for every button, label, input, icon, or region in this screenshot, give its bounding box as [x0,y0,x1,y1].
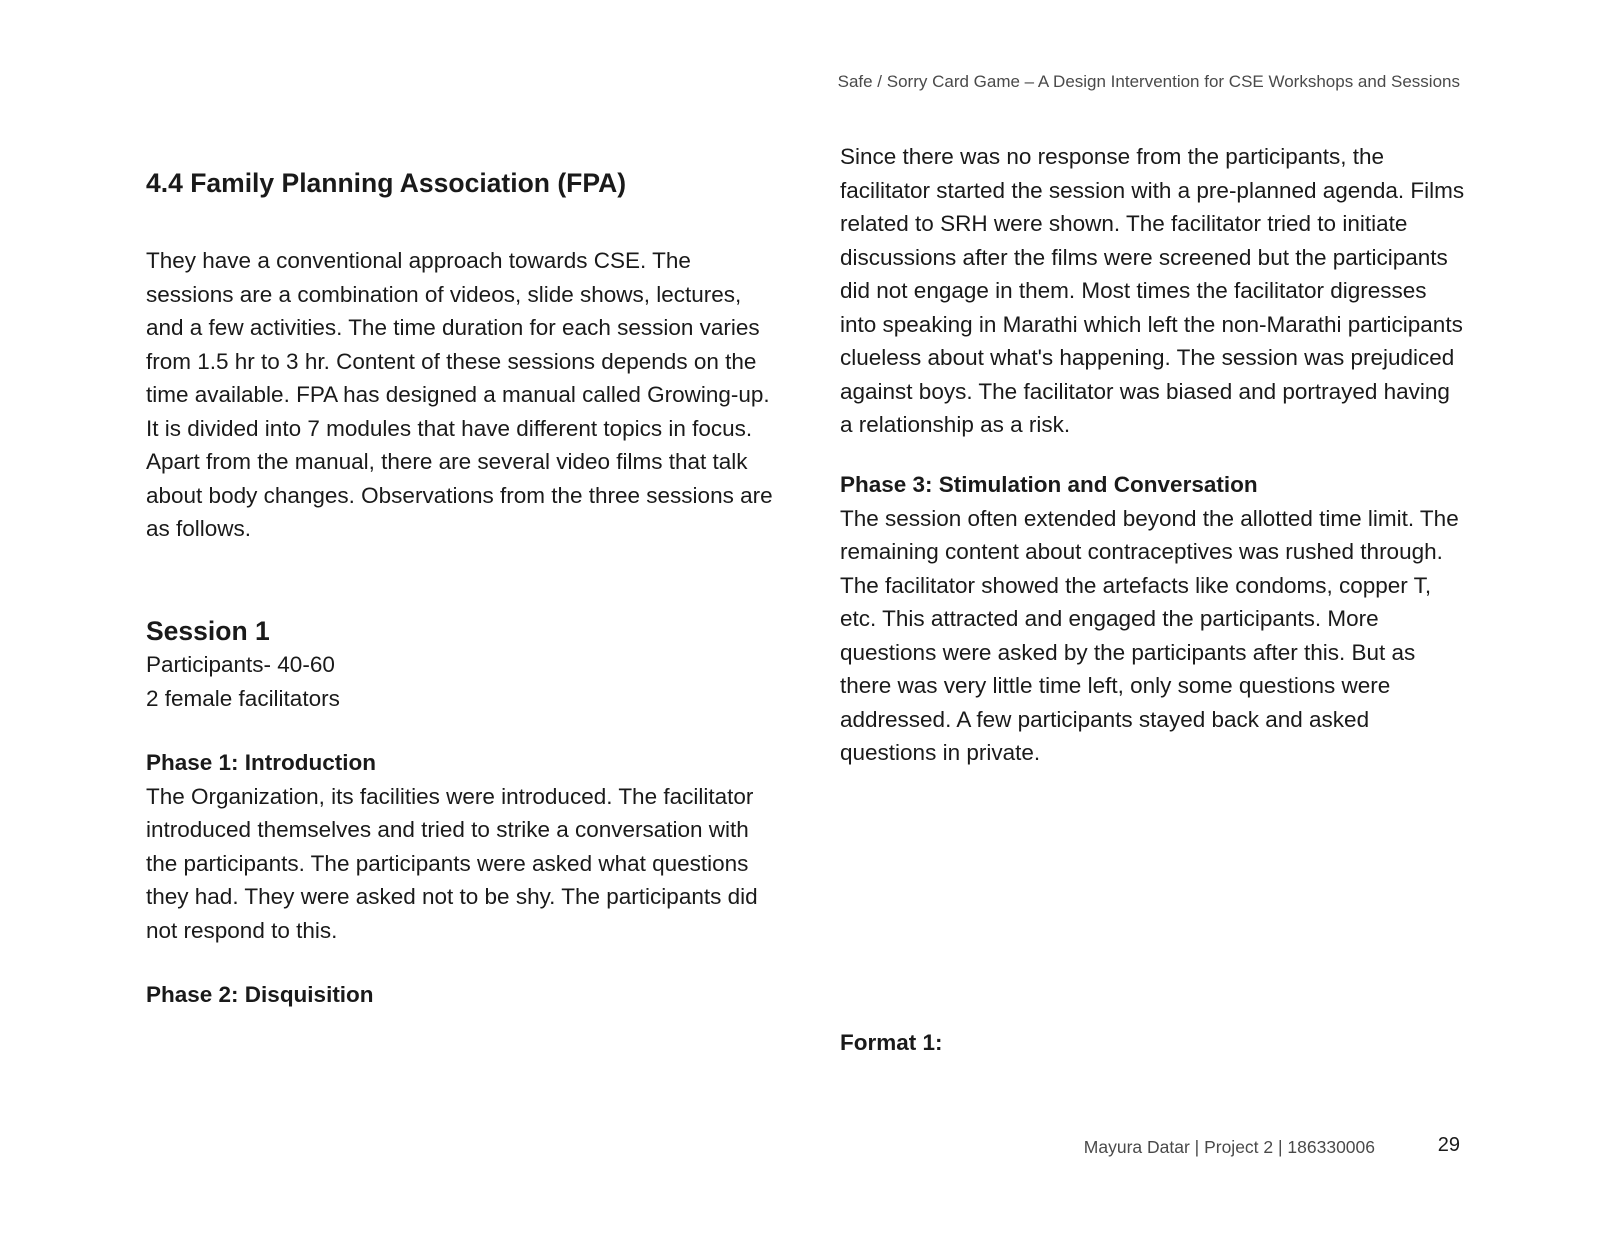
intro-block [146,244,774,546]
phase1-text: The Organization, its facilities were introduced. The facilitator introduced themselves and tried to strike a conversation with the participants. The participants were asked what questions they had. They were asked not to be shy. The participants did not respond to this. [146,783,758,943]
phase2-text: Since there was no response from the participants, the facilitator started the session with a pre-planned agenda. Films related to SRH were shown. The facilitator tried to initiate discussions after the films were screened but the participants did not engage in them. Most times the facilitator digresses into speaking in Marathi which left the non-Marathi participants clueless about what's happening. The session was prejudiced against boys. The facilitator was biased and portrayed having a relationship as a risk. [840,144,1465,437]
phase2-continuation-block [840,140,1465,442]
phase3-block [840,468,1465,770]
page-number: 29 [1437,1134,1460,1156]
format-heading: Format 1: [840,1030,943,1055]
phase1-block [146,746,774,947]
intro-paragraph: They have a conventional approach towards CSE. The sessions are a combination of videos, slide shows, lectures, and a few activities. The time duration for each session varies from 1.5 hr to 3 hr. Content of these sessions depends on the time available. FPA has designed a manual called Growing-up. It is divided into 7 modules that have different topics in focus. Apart from the manual, there are several video films that talk about body changes. Observations from the three sessions are as follows. [146,248,773,541]
phase3-heading: Phase 3: Stimulation and Conversation [840,472,1258,497]
section-title: 4.4 Family Planning Association (FPA) [146,168,627,198]
facilitators-info: 2 female facilitators [146,685,340,711]
format-heading-block [840,1026,1465,1060]
session-details [146,648,774,715]
participants-count: Participants- 40-60 [146,652,335,677]
running-header: Safe / Sorry Card Game – A Design Intervention for CSE Workshops and Sessions [837,72,1460,91]
phase3-text: The session often extended beyond the allotted time limit. The remaining content about contraceptives was rushed through. The facilitator showed the artefacts like condoms, copper T, etc. This attracted and engaged the participants. More questions were asked by the participants after this. But as there was very little time left, only some questions were addressed. A few participants stayed back and asked questions in private. [840,505,1459,765]
phase1-heading: Phase 1: Introduction [146,750,377,775]
phase2-heading: Phase 2: Disquisition [146,982,374,1007]
session-title: Session 1 [146,616,270,646]
phase2-heading-block [146,978,774,1012]
footer-credit: Mayura Datar | Project 2 | 186330006 [1083,1137,1375,1157]
